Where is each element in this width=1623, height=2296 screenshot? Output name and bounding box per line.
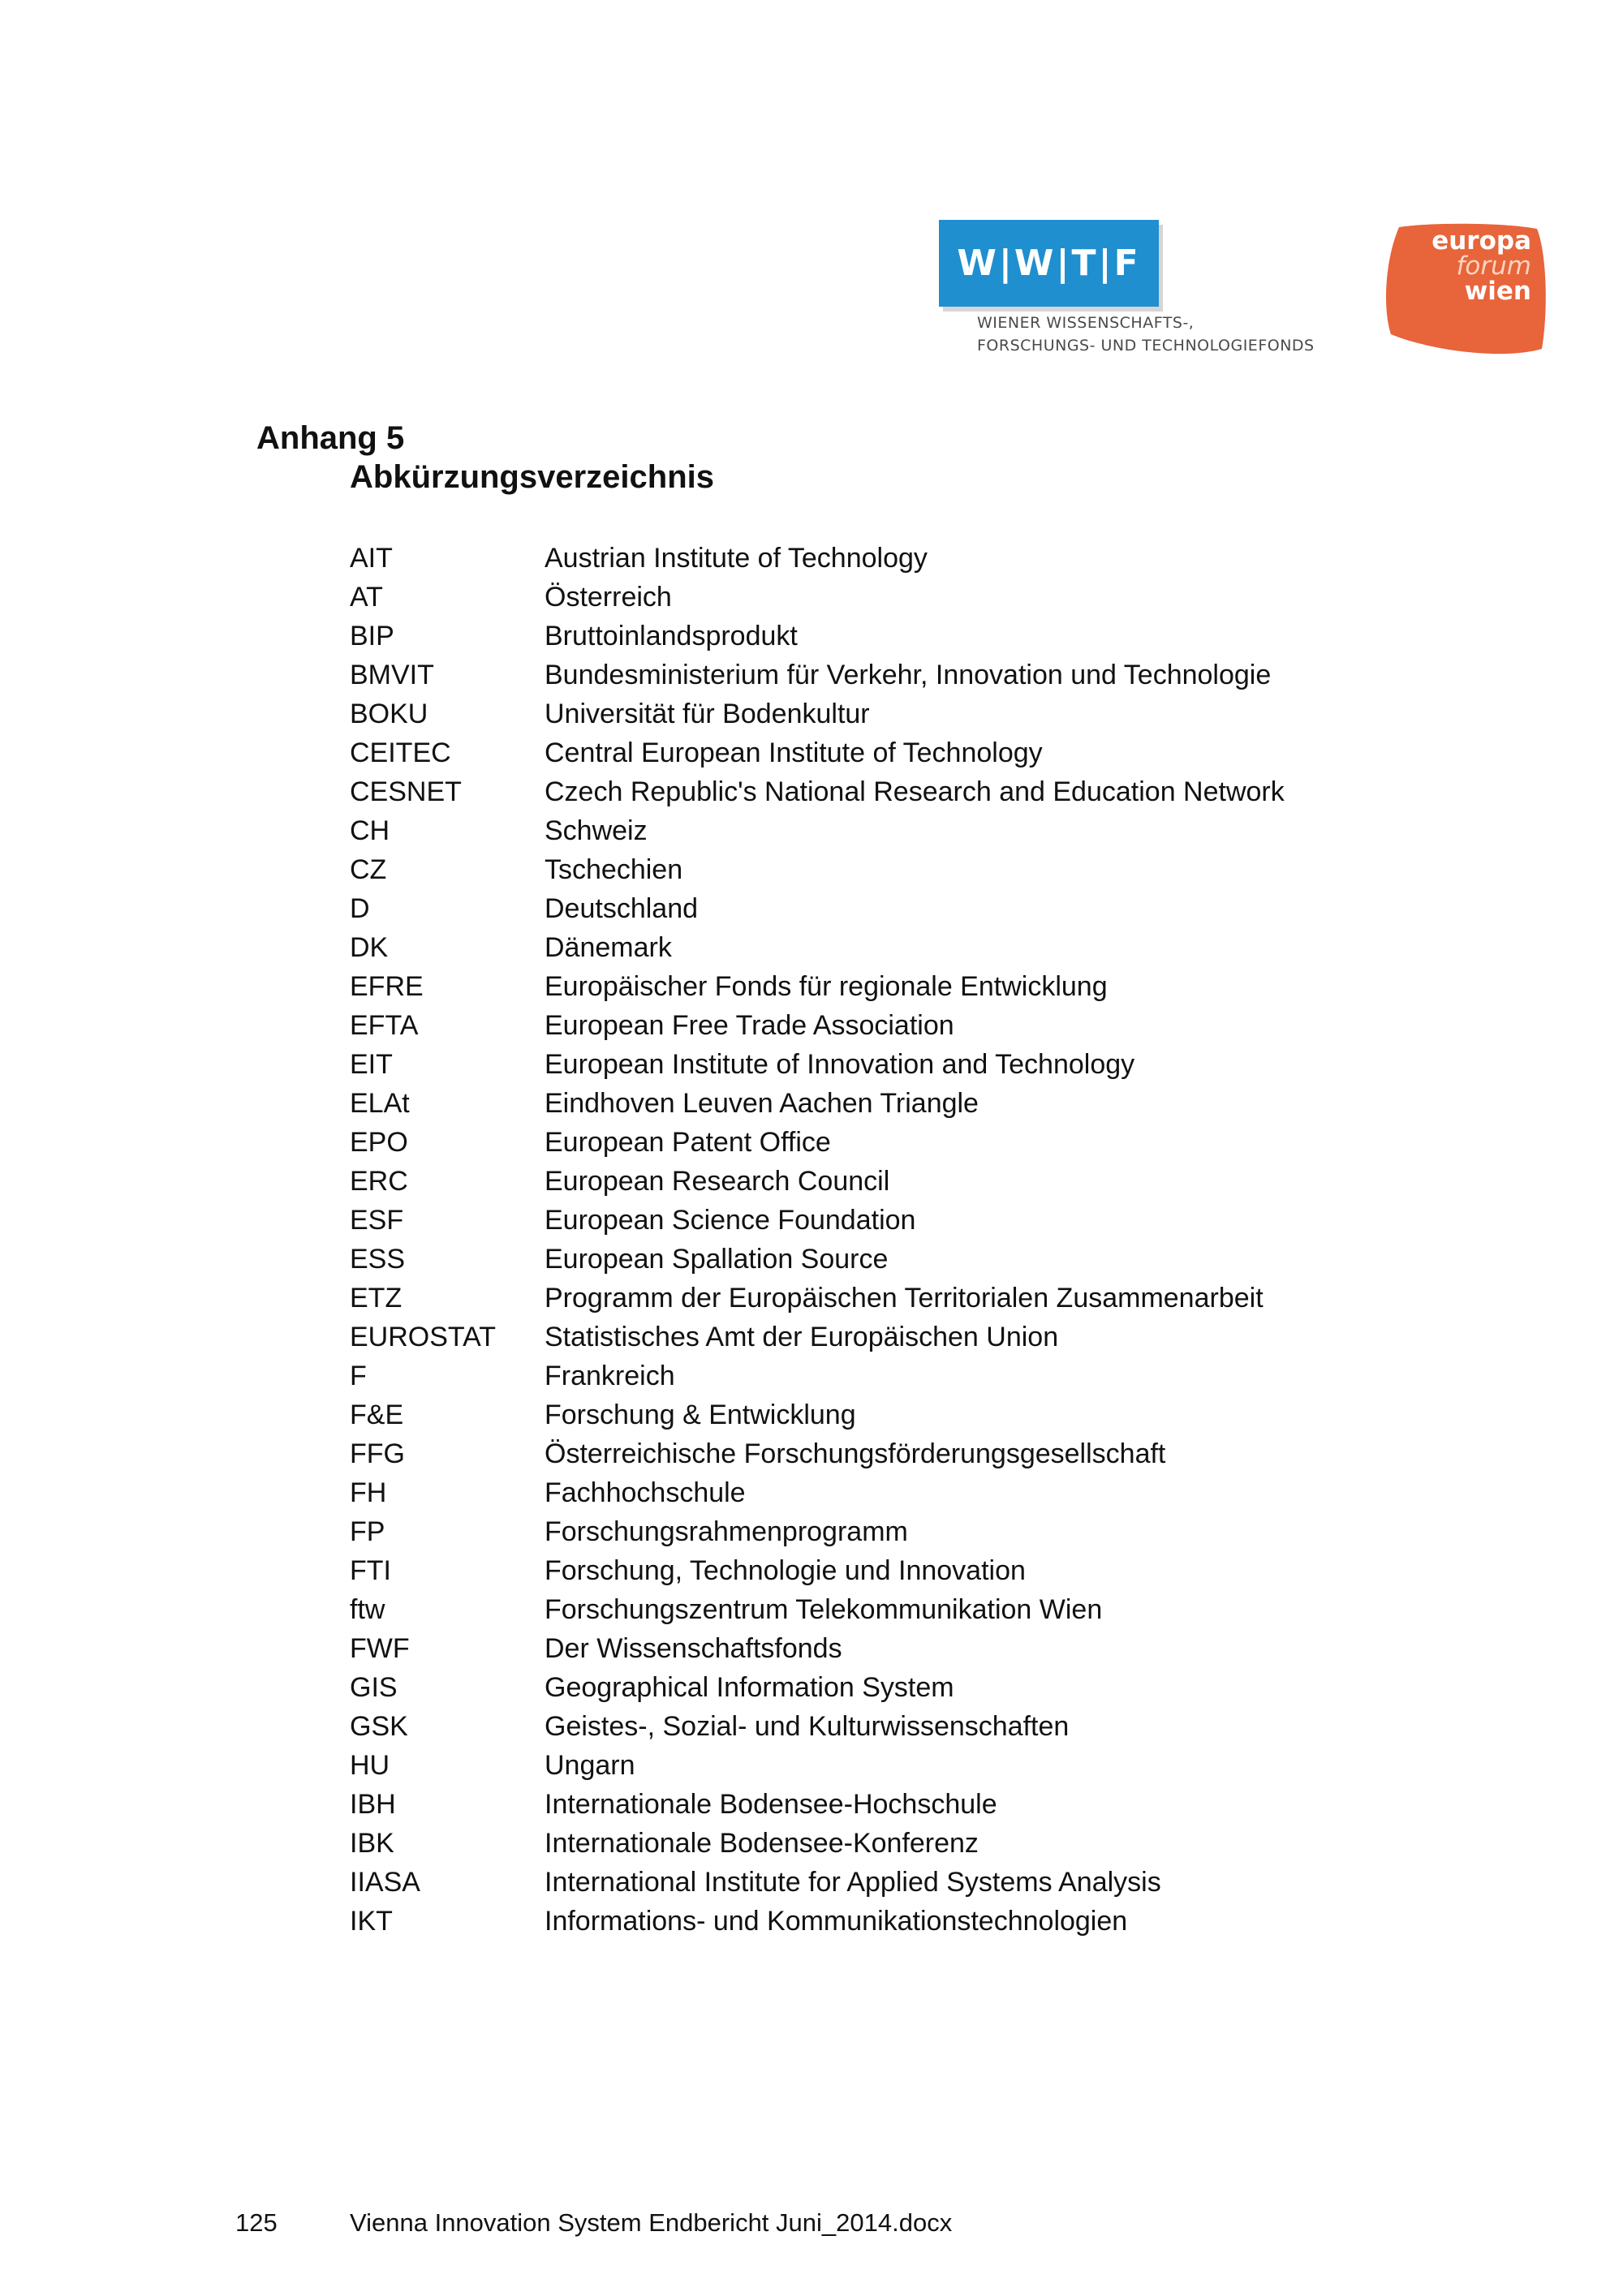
abbreviation-description: Deutschland (545, 893, 699, 924)
abbreviation-description: Geographical Information System (545, 1672, 954, 1703)
abbreviation-code: D (350, 893, 370, 924)
wwtf-subtitle-line: FORSCHUNGS- UND TECHNOLOGIEFONDS (977, 337, 1315, 355)
abbreviation-row (350, 1357, 1388, 1395)
abbreviation-code: GIS (350, 1672, 398, 1703)
abbreviation-code: EPO (350, 1127, 408, 1158)
footer-page-number: 125 (235, 2208, 278, 2237)
abbreviation-description: Internationale Bodensee-Konferenz (545, 1828, 979, 1859)
abbreviation-row (350, 1279, 1388, 1318)
abbreviation-code: ESS (350, 1244, 406, 1275)
abbreviation-code: IBK (350, 1828, 394, 1859)
abbreviation-description: Forschung & Entwicklung (545, 1400, 856, 1430)
abbreviation-row (350, 1629, 1388, 1668)
appendix-label: Anhang 5 (256, 420, 405, 456)
abbreviation-description: Statistisches Amt der Europäischen Union (545, 1322, 1059, 1352)
abbreviation-description: Forschung, Technologie und Innovation (545, 1555, 1026, 1586)
abbreviation-code: ESF (350, 1205, 404, 1236)
efw-line-europa: europa (1431, 226, 1531, 256)
abbreviation-code: FWF (350, 1633, 410, 1664)
abbreviation-row (350, 811, 1388, 850)
abbreviation-row (350, 1006, 1388, 1045)
europa-forum-wien-logo (1381, 221, 1549, 360)
abbreviation-row (350, 1434, 1388, 1473)
efw-logo-text (1431, 226, 1531, 306)
abbreviation-code: BIP (350, 621, 394, 651)
abbreviation-code: BOKU (350, 699, 428, 729)
abbreviation-code: EIT (350, 1049, 393, 1080)
abbreviation-description: Czech Republic's National Research and Education Network (545, 776, 1285, 807)
abbreviation-list (350, 539, 1388, 1941)
wwtf-subtitle (977, 312, 1367, 357)
wwtf-logo-text: W|W|T|F (957, 243, 1141, 284)
abbreviation-description: Eindhoven Leuven Aachen Triangle (545, 1088, 979, 1119)
abbreviation-row (350, 1590, 1388, 1629)
abbreviation-code: FTI (350, 1555, 391, 1586)
abbreviation-description: European Patent Office (545, 1127, 831, 1158)
abbreviation-description: Frankreich (545, 1361, 675, 1391)
abbreviation-row (350, 1707, 1388, 1746)
abbreviation-description: Austrian Institute of Technology (545, 543, 928, 574)
abbreviation-description: European Free Trade Association (545, 1010, 954, 1041)
abbreviation-description: Ungarn (545, 1750, 635, 1781)
wwtf-logo (939, 220, 1159, 307)
wwtf-subtitle-line: WIENER WISSENSCHAFTS-, (977, 314, 1195, 332)
abbreviation-row (350, 772, 1388, 811)
abbreviation-description: Der Wissenschaftsfonds (545, 1633, 842, 1664)
abbreviation-code: GSK (350, 1711, 408, 1742)
abbreviation-code: ETZ (350, 1283, 403, 1314)
abbreviation-code: EFRE (350, 971, 424, 1002)
abbreviation-code: F (350, 1361, 367, 1391)
abbreviation-code: AT (350, 582, 383, 613)
abbreviation-row (350, 1473, 1388, 1512)
abbreviation-description: Österreichische Forschungsförderungsgesellschaft (545, 1438, 1166, 1469)
abbreviation-description: Bundesministerium für Verkehr, Innovation und Technologie (545, 660, 1272, 690)
abbreviation-description: International Institute for Applied Systems Analysis (545, 1867, 1161, 1898)
abbreviation-description: European Spallation Source (545, 1244, 889, 1275)
abbreviation-description: Bruttoinlandsprodukt (545, 621, 798, 651)
abbreviation-code: ELAt (350, 1088, 410, 1119)
abbreviation-code: AIT (350, 543, 393, 574)
abbreviation-row (350, 1123, 1388, 1162)
efw-line-wien: wien (1464, 277, 1531, 306)
abbreviation-code: FH (350, 1477, 387, 1508)
abbreviation-row (350, 1863, 1388, 1902)
abbreviation-description: Schweiz (545, 815, 648, 846)
abbreviation-code: HU (350, 1750, 390, 1781)
abbreviation-description: Universität für Bodenkultur (545, 699, 870, 729)
abbreviation-description: Central European Institute of Technology (545, 737, 1043, 768)
abbreviation-row (350, 967, 1388, 1006)
abbreviation-code: IKT (350, 1906, 393, 1937)
abbreviation-code: CH (350, 815, 390, 846)
abbreviation-code: CESNET (350, 776, 462, 807)
abbreviation-row (350, 889, 1388, 928)
abbreviation-description: Europäischer Fonds für regionale Entwicklung (545, 971, 1108, 1002)
abbreviation-row (350, 656, 1388, 694)
abbreviation-row (350, 733, 1388, 772)
abbreviation-description: Fachhochschule (545, 1477, 746, 1508)
abbreviation-row (350, 694, 1388, 733)
abbreviation-description: Informations- und Kommunikationstechnologien (545, 1906, 1128, 1937)
abbreviation-row (350, 1201, 1388, 1240)
abbreviation-row (350, 1162, 1388, 1201)
abbreviation-code: EUROSTAT (350, 1322, 497, 1352)
abbreviation-description: Forschungsrahmenprogramm (545, 1516, 908, 1547)
abbreviation-description: Forschungszentrum Telekommunikation Wien (545, 1594, 1103, 1625)
abbreviation-row (350, 1395, 1388, 1434)
abbreviation-description: Internationale Bodensee-Hochschule (545, 1789, 997, 1820)
page-title: Abkürzungsverzeichnis (350, 459, 715, 495)
abbreviation-description: European Research Council (545, 1166, 890, 1197)
abbreviation-row (350, 1240, 1388, 1279)
abbreviation-description: Österreich (545, 582, 672, 613)
abbreviation-code: FP (350, 1516, 385, 1547)
abbreviation-row (350, 1551, 1388, 1590)
abbreviation-row (350, 1318, 1388, 1357)
abbreviation-code: ERC (350, 1166, 408, 1197)
footer-document-name: Vienna Innovation System Endbericht Juni_2014.docx (350, 2208, 953, 2237)
abbreviation-code: EFTA (350, 1010, 419, 1041)
abbreviation-row (350, 1512, 1388, 1551)
abbreviation-row (350, 539, 1388, 578)
abbreviation-code: CEITEC (350, 737, 451, 768)
abbreviation-description: Programm der Europäischen Territorialen Zusammenarbeit (545, 1283, 1264, 1314)
abbreviation-row (350, 1824, 1388, 1863)
abbreviation-description: Tschechien (545, 854, 683, 885)
abbreviation-description: European Institute of Innovation and Technology (545, 1049, 1135, 1080)
abbreviation-row (350, 1785, 1388, 1824)
abbreviation-row (350, 928, 1388, 967)
abbreviation-code: F&E (350, 1400, 404, 1430)
abbreviation-description: Dänemark (545, 932, 672, 963)
abbreviation-row (350, 1746, 1388, 1785)
abbreviation-description: European Science Foundation (545, 1205, 916, 1236)
abbreviation-row (350, 1668, 1388, 1707)
abbreviation-row (350, 1084, 1388, 1123)
abbreviation-row (350, 1902, 1388, 1941)
abbreviation-code: IBH (350, 1789, 396, 1820)
abbreviation-code: ftw (350, 1594, 385, 1625)
abbreviation-code: IIASA (350, 1867, 420, 1898)
abbreviation-code: BMVIT (350, 660, 434, 690)
abbreviation-row (350, 1045, 1388, 1084)
abbreviation-code: FFG (350, 1438, 405, 1469)
abbreviation-row (350, 617, 1388, 656)
abbreviation-description: Geistes-, Sozial- und Kulturwissenschaften (545, 1711, 1070, 1742)
abbreviation-code: DK (350, 932, 389, 963)
efw-line-forum: forum (1456, 252, 1531, 281)
abbreviation-row (350, 850, 1388, 889)
abbreviation-code: CZ (350, 854, 387, 885)
abbreviation-row (350, 578, 1388, 617)
